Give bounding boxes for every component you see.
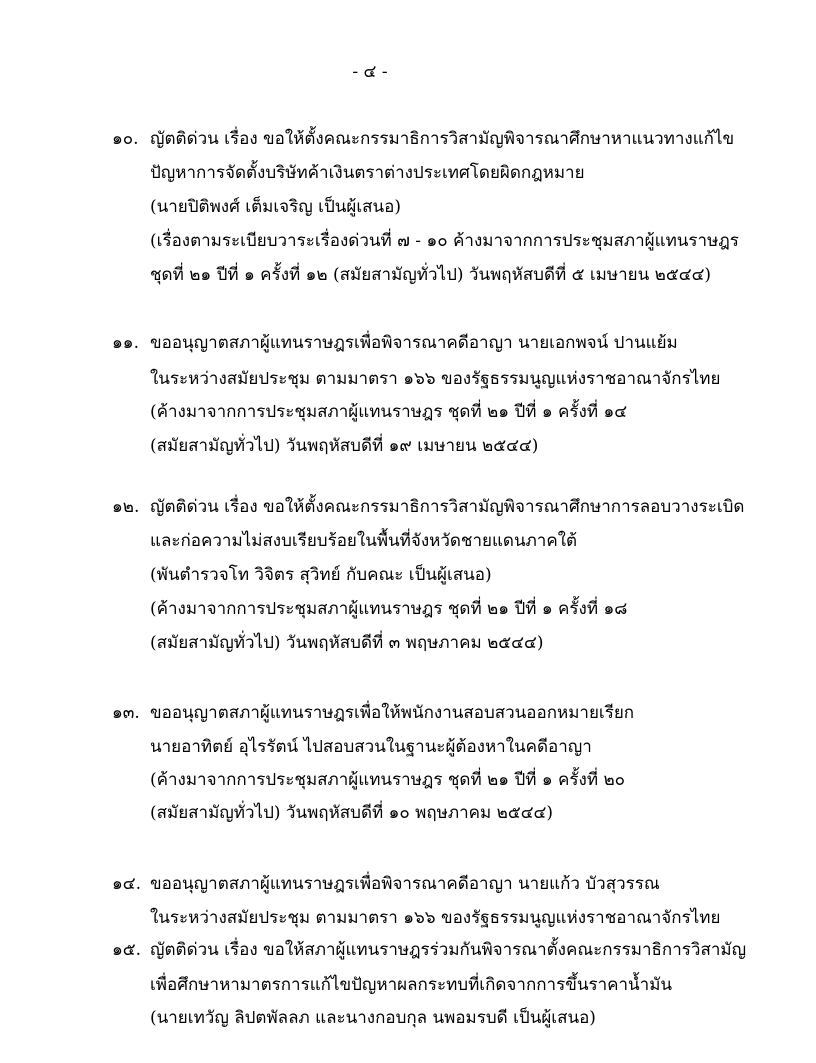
item-line: (นายเทวัญ ลิปตพัลลภ และนางกอบกุล นพอมรบดี เป็นผู้เสนอ) — [150, 1008, 596, 1028]
item-line: ขออนุญาตสภาผู้แทนราษฎรเพื่อพิจารณาคดีอาญา นายเอกพจน์ ปานแย้ม — [150, 333, 678, 353]
item-line: (สมัยสามัญทั่วไป) วันพฤหัสบดีที่ ๑๙ เมษายน ๒๕๔๔) — [150, 436, 539, 456]
item-line: ในระหว่างสมัยประชุม ตามมาตรา ๑๖๖ ของรัฐธรรมนูญแห่งราชอาณาจักรไทย — [150, 369, 721, 389]
item-number: ๑๑. — [112, 333, 139, 353]
item-line: (พันตำรวจโท วิจิตร สุวิทย์ กับคณะ เป็นผู้เสนอ) — [150, 565, 492, 585]
item-number: ๑๓. — [112, 703, 140, 723]
item-line: (ค้างมาจากการประชุมสภาผู้แทนราษฎร ชุดที่ ๒๑ ปีที่ ๑ ครั้งที่ ๒๐ — [150, 770, 626, 790]
item-number: ๑๔. — [112, 874, 142, 894]
item-line: (เรื่องตามระเบียบวาระเรื่องด่วนที่ ๗ - ๑๐ ค้างมาจากการประชุมสภาผู้แทนราษฎร — [150, 231, 739, 251]
item-line: ในระหว่างสมัยประชุม ตามมาตรา ๑๖๖ ของรัฐธรรมนูญแห่งราชอาณาจักรไทย — [150, 908, 721, 928]
item-line: (สมัยสามัญทั่วไป) วันพฤหัสบดีที่ ๓ พฤษภาคม ๒๕๔๔) — [150, 633, 544, 653]
item-line: เพื่อศึกษาหามาตรการแก้ไขปัญหาผลกระทบที่เกิดจากการขึ้นราคาน้ำมัน — [150, 975, 673, 995]
item-line: และก่อความไม่สงบเรียบร้อยในพื้นที่จังหวัดชายแดนภาคใต้ — [150, 531, 578, 551]
item-line: ชุดที่ ๒๑ ปีที่ ๑ ครั้งที่ ๑๒ (สมัยสามัญทั่วไป) วันพฤหัสบดีที่ ๕ เมษายน ๒๕๔๔) — [150, 265, 712, 285]
item-line: (ค้างมาจากการประชุมสภาผู้แทนราษฎร ชุดที่ ๒๑ ปีที่ ๑ ครั้งที่ ๑๘ — [150, 599, 628, 619]
item-line: ญัตติด่วน เรื่อง ขอให้ตั้งคณะกรรมาธิการวิสามัญพิจารณาศึกษาการลอบวางระเบิด — [150, 497, 745, 517]
page-number: - ๔ - — [352, 62, 388, 82]
item-line: ญัตติด่วน เรื่อง ขอให้สภาผู้แทนราษฎรร่วมกันพิจารณาตั้งคณะกรรมาธิการวิสามัญ — [150, 940, 747, 960]
item-number: ๑๒. — [112, 497, 140, 517]
item-number: ๑๐. — [112, 129, 139, 149]
item-line: (สมัยสามัญทั่วไป) วันพฤหัสบดีที่ ๑๐ พฤษภาคม ๒๕๔๔) — [150, 803, 554, 823]
item-line: ขออนุญาตสภาผู้แทนราษฎรเพื่อให้พนักงานสอบสวนออกหมายเรียก — [150, 703, 635, 723]
item-line: ปัญหาการจัดตั้งบริษัทค้าเงินตราต่างประเทศโดยผิดกฎหมาย — [150, 163, 585, 183]
item-line: (ค้างมาจากการประชุมสภาผู้แทนราษฎร ชุดที่ ๒๑ ปีที่ ๑ ครั้งที่ ๑๔ — [150, 402, 628, 422]
item-number: ๑๕. — [112, 940, 142, 960]
item-line: (นายปิติพงศ์ เต็มเจริญ เป็นผู้เสนอ) — [150, 197, 401, 217]
item-line: ญัตติด่วน เรื่อง ขอให้ตั้งคณะกรรมาธิการวิสามัญพิจารณาศึกษาหาแนวทางแก้ไข — [150, 129, 735, 149]
item-line: นายอาทิตย์ อุไรรัตน์ ไปสอบสวนในฐานะผู้ต้องหาในคดีอาญา — [150, 737, 592, 757]
item-line: ขออนุญาตสภาผู้แทนราษฎรเพื่อพิจารณาคดีอาญา นายแก้ว บัวสุวรรณ — [150, 874, 660, 894]
